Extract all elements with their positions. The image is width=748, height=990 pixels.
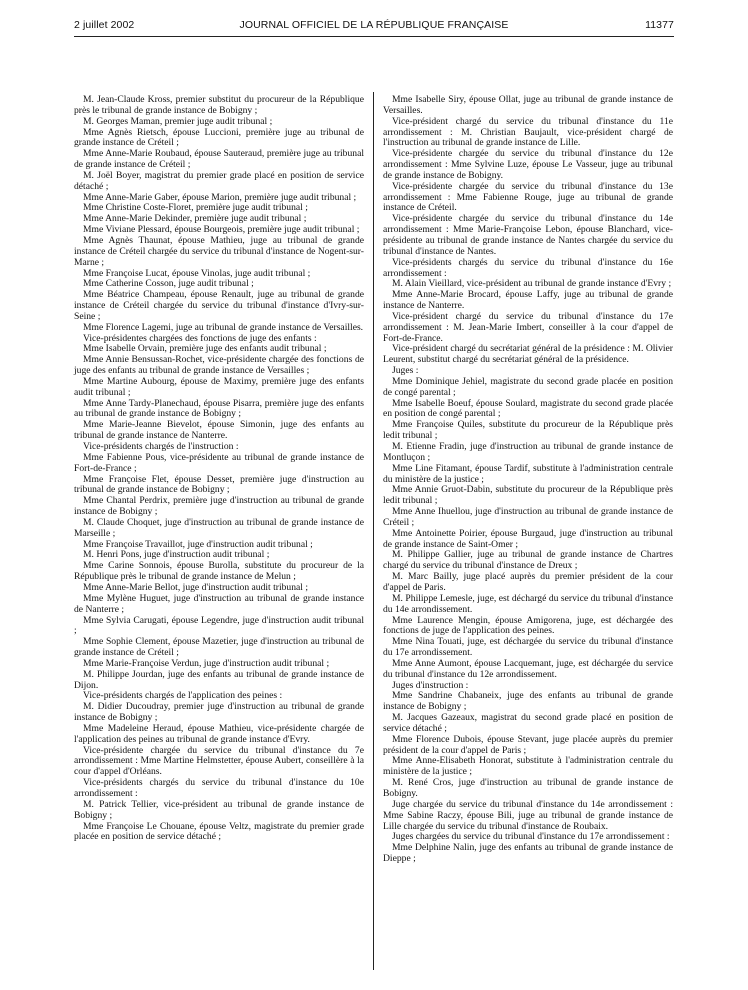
paragraph: M. Jean-Claude Kross, premier substitut du procureur de la République près le tribunal de grande instance de Bobigny ; <box>74 94 364 116</box>
paragraph: Vice-présidente chargée du service du tribunal d'instance du 14e arrondissement : Mme Marie-Françoise Lebon, épouse Blanchard, vice-présidente au tribunal de grande instance de Nantes chargée du service du tribunal d'instance de Nantes. <box>383 213 673 257</box>
paragraph: M. Joël Boyer, magistrat du premier grade placé en position de service détaché ; <box>74 169 364 192</box>
paragraph: Mme Florence Dubois, épouse Stevant, juge placée auprès du premier président de la cour d'appel de Paris ; <box>383 733 673 756</box>
paragraph: Mme Florence Lagemi, juge au tribunal de grande instance de Versailles. <box>83 321 364 333</box>
paragraph: Vice-président chargé du secrétariat général de la présidence : M. Olivier Leurent, substitut chargé du secrétariat général de la présidence. <box>383 343 673 366</box>
paragraph: Mme Chantal Perdrix, première juge d'instruction au tribunal de grande instance de Bobigny ; <box>74 495 364 518</box>
paragraph: Mme Sylvia Carugati, épouse Legendre, juge d'instruction audit tribunal ; <box>74 614 364 637</box>
paragraph: Mme Anne-Marie Roubaud, épouse Sauteraud, première juge au tribunal de grande instance de Créteil ; <box>74 148 364 171</box>
paragraph: Vice-président chargé du service du tribunal d'instance du 11e arrondissement : M. Christian Baujault, vice-président chargé de l'instruction au tribunal de grande instance de Lille. <box>383 115 673 149</box>
paragraph: M. Claude Choquet, juge d'instruction au tribunal de grande instance de Marseille ; <box>74 516 364 539</box>
paragraph: Vice-présidents chargés de l'instruction : <box>83 441 239 452</box>
paragraph: Mme Annie Bensussan-Rochet, vice-présidente chargée des fonctions de juge des enfants au tribunal de grande instance de Versailles ; <box>74 354 364 377</box>
paragraph: Mme Anne Tardy-Planechaud, épouse Pisarra, première juge des enfants au tribunal de grande instance de Bobigny ; <box>74 397 364 420</box>
paragraph: Vice-présidentes chargées des fonctions de juge des enfants : <box>83 332 317 344</box>
page-header <box>74 19 674 33</box>
paragraph: Mme Catherine Cosson, juge audit tribunal ; <box>83 278 254 290</box>
header-rule <box>74 36 674 37</box>
paragraph: M. Philippe Lemesle, juge, est déchargé du service du tribunal d'instance du 14e arrondissement. <box>383 592 673 615</box>
page-number: 11377 <box>645 19 674 31</box>
paragraph: Mme Isabelle Siry, épouse Ollat, juge au tribunal de grande instance de Versailles. <box>383 94 673 116</box>
paragraph: Mme Viviane Plessard, épouse Bourgeois, première juge audit tribunal ; <box>83 224 360 236</box>
paragraph: M. Didier Ducoudray, premier juge d'instruction au tribunal de grande instance de Bobigny ; <box>74 701 364 724</box>
paragraph: Mme Françoise Travaillot, juge d'instruction audit tribunal ; <box>83 538 313 550</box>
paragraph: Mme Isabelle Boeuf, épouse Soulard, magistrate du second grade placée en position de congé parental ; <box>383 397 673 420</box>
paragraph: Mme Isabelle Orvain, première juge des enfants audit tribunal ; <box>83 343 327 355</box>
paragraph: M. Henri Pons, juge d'instruction audit tribunal ; <box>83 549 270 561</box>
paragraph: Vice-présidents chargés de l'application des peines : <box>83 690 283 702</box>
right-column <box>383 95 673 865</box>
journal-title: JOURNAL OFFICIEL DE LA RÉPUBLIQUE FRANÇAISE <box>239 19 509 31</box>
paragraph: Juge chargée du service du tribunal d'instance du 14e arrondissement : Mme Sabine Raczy, épouse Bili, juge au tribunal de grande instance de Lille chargée du service du tribunal d'instance de Roubaix. <box>383 798 673 832</box>
paragraph: M. Alain Vieillard, vice-président au tribunal de grande instance d'Evry ; <box>392 278 672 290</box>
paragraph: Juges chargées du service du tribunal d'instance du 17e arrondissement : <box>392 831 670 843</box>
paragraph: Mme Fabienne Pous, vice-présidente au tribunal de grande instance de Fort-de-France ; <box>74 451 364 474</box>
paragraph: Mme Christine Coste-Floret, première juge audit tribunal ; <box>83 202 308 214</box>
paragraph: Mme Sophie Clement, épouse Mazetier, juge d'instruction au tribunal de grande instance de Créteil ; <box>74 636 364 659</box>
paragraph: Mme Delphine Nalin, juge des enfants au tribunal de grande instance de Dieppe ; <box>383 842 673 865</box>
paragraph: Mme Mylène Huguet, juge d'instruction au tribunal de grande instance de Nanterre ; <box>74 592 364 615</box>
paragraph: M. Etienne Fradin, juge d'instruction au tribunal de grande instance de Montluçon ; <box>383 441 673 463</box>
paragraph: M. Philippe Jourdan, juge des enfants au tribunal de grande instance de Dijon. <box>74 668 364 691</box>
paragraph: Vice-présidents chargés du service du tribunal d'instance du 16e arrondissement : <box>383 256 673 279</box>
paragraph: Mme Françoise Le Chouane, épouse Veltz, magistrate du premier grade placée en position de service détaché ; <box>74 820 364 843</box>
paragraph: Vice-présidente chargée du service du tribunal d'instance du 13e arrondissement : Mme Fabienne Rouge, juge au tribunal de grande instance de Créteil. <box>383 180 673 214</box>
paragraph: Mme Sandrine Chabaneix, juge des enfants au tribunal de grande instance de Bobigny ; <box>383 690 673 713</box>
paragraph: Mme Nina Touati, juge, est déchargée du service du tribunal d'instance du 17e arrondissement. <box>383 636 673 659</box>
paragraph: M. Philippe Gallier, juge au tribunal de grande instance de Chartres chargé du service du tribunal d'instance de Dreux ; <box>383 549 673 572</box>
paragraph: Mme Marie-Françoise Verdun, juge d'instruction audit tribunal ; <box>83 657 330 669</box>
paragraph: Mme Françoise Lucat, épouse Vinolas, juge audit tribunal ; <box>83 267 311 279</box>
left-column <box>74 95 364 843</box>
paragraph: Juges : <box>392 365 419 377</box>
paragraph: Mme Martine Aubourg, épouse de Maximy, première juge des enfants audit tribunal ; <box>74 375 364 398</box>
paragraph: M. Marc Bailly, juge placé auprès du premier président de la cour d'appel de Paris. <box>383 571 673 593</box>
paragraph: M. Georges Maman, premier juge audit tribunal ; <box>83 115 273 127</box>
paragraph: Mme Béatrice Champeau, épouse Renault, juge au tribunal de grande instance de Créteil chargée du service du tribunal d'instance d'Ivry-sur-Seine ; <box>74 289 364 322</box>
paragraph: Vice-présidente chargée du service du tribunal d'instance du 7e arrondissement : Mme Martine Helmstetter, épouse Aubert, conseillère à la cour d'appel d'Orléans. <box>74 744 364 778</box>
paragraph: Vice-présidente chargée du service du tribunal d'instance du 12e arrondissement : Mme Sylvine Luze, épouse Le Vasseur, juge au tribunal de grande instance de Bobigny. <box>383 148 673 181</box>
paragraph: Mme Marie-Jeanne Bievelot, épouse Simonin, juge des enfants au tribunal de grande instance de Nanterre. <box>74 419 364 442</box>
paragraph: M. René Cros, juge d'instruction au tribunal de grande instance de Bobigny. <box>383 777 673 799</box>
paragraph: Mme Madeleine Heraud, épouse Mathieu, vice-présidente chargée de l'application des peines au tribunal de grande instance d'Evry. <box>74 722 364 745</box>
paragraph: Mme Annie Gruot-Dabin, substitute du procureur de la République près ledit tribunal ; <box>383 484 673 507</box>
paragraph: Mme Anne-Marie Gaber, épouse Marion, première juge audit tribunal ; <box>83 191 357 203</box>
paragraph: Mme Agnès Thaunat, épouse Mathieu, juge au tribunal de grande instance de Créteil chargée du service du tribunal d'instance de Nogent-sur-Marne ; <box>74 234 364 268</box>
paragraph: M. Jacques Gazeaux, magistrat du second grade placé en position de service détaché ; <box>383 712 673 734</box>
paragraph: Mme Françoise Quiles, substitute du procureur de la République près ledit tribunal ; <box>383 419 673 442</box>
paragraph: Mme Line Fitamant, épouse Tardif, substitute à l'administration centrale du ministère de la justice ; <box>383 462 673 485</box>
paragraph: Mme Laurence Mengin, épouse Amigorena, juge, est déchargée des fonctions de juge de l'application des peines. <box>383 614 673 637</box>
paragraph: Mme Dominique Jehiel, magistrate du second grade placée en position de congé parental ; <box>383 375 673 398</box>
paragraph: M. Patrick Tellier, vice-président au tribunal de grande instance de Bobigny ; <box>74 798 364 821</box>
issue-date: 2 juillet 2002 <box>74 19 135 31</box>
column-divider <box>373 92 374 970</box>
paragraph: Vice-président chargé du service du tribunal d'instance du 17e arrondissement : M. Jean-Marie Imbert, conseiller à la cour d'appel de Fort-de-France. <box>383 310 673 344</box>
paragraph: Mme Anne Aumont, épouse Lacquemant, juge, est déchargée du service du tribunal d'instance du 12e arrondissement. <box>383 657 673 680</box>
paragraph: Mme Antoinette Poirier, épouse Burgaud, juge d'instruction au tribunal de grande instance de Saint-Omer ; <box>383 527 673 550</box>
paragraph: Mme Carine Sonnois, épouse Burolla, substitute du procureur de la République près le tribunal de grande instance de Melun ; <box>74 560 364 583</box>
paragraph: Mme Françoise Flet, épouse Desset, première juge d'instruction au tribunal de grande instance de Bobigny ; <box>74 473 364 496</box>
paragraph: Mme Anne-Marie Bellot, juge d'instruction audit tribunal ; <box>83 581 309 593</box>
paragraph: Mme Anne Ihuellou, juge d'instruction au tribunal de grande instance de Créteil ; <box>383 506 673 528</box>
paragraph: Mme Anne-Marie Brocard, épouse Laffy, juge au tribunal de grande instance de Nanterre. <box>383 289 673 312</box>
paragraph: Mme Anne-Marie Dekinder, première juge audit tribunal ; <box>83 213 307 225</box>
paragraph: Mme Anne-Elisabeth Honorat, substitute à l'administration centrale du ministère de la justice ; <box>383 755 673 778</box>
paragraph: Mme Agnès Rietsch, épouse Luccioni, première juge au tribunal de grande instance de Créteil ; <box>74 126 364 149</box>
paragraph: Vice-présidents chargés du service du tribunal d'instance du 10e arrondissement : <box>74 777 364 799</box>
paragraph: Juges d'instruction : <box>392 679 469 691</box>
